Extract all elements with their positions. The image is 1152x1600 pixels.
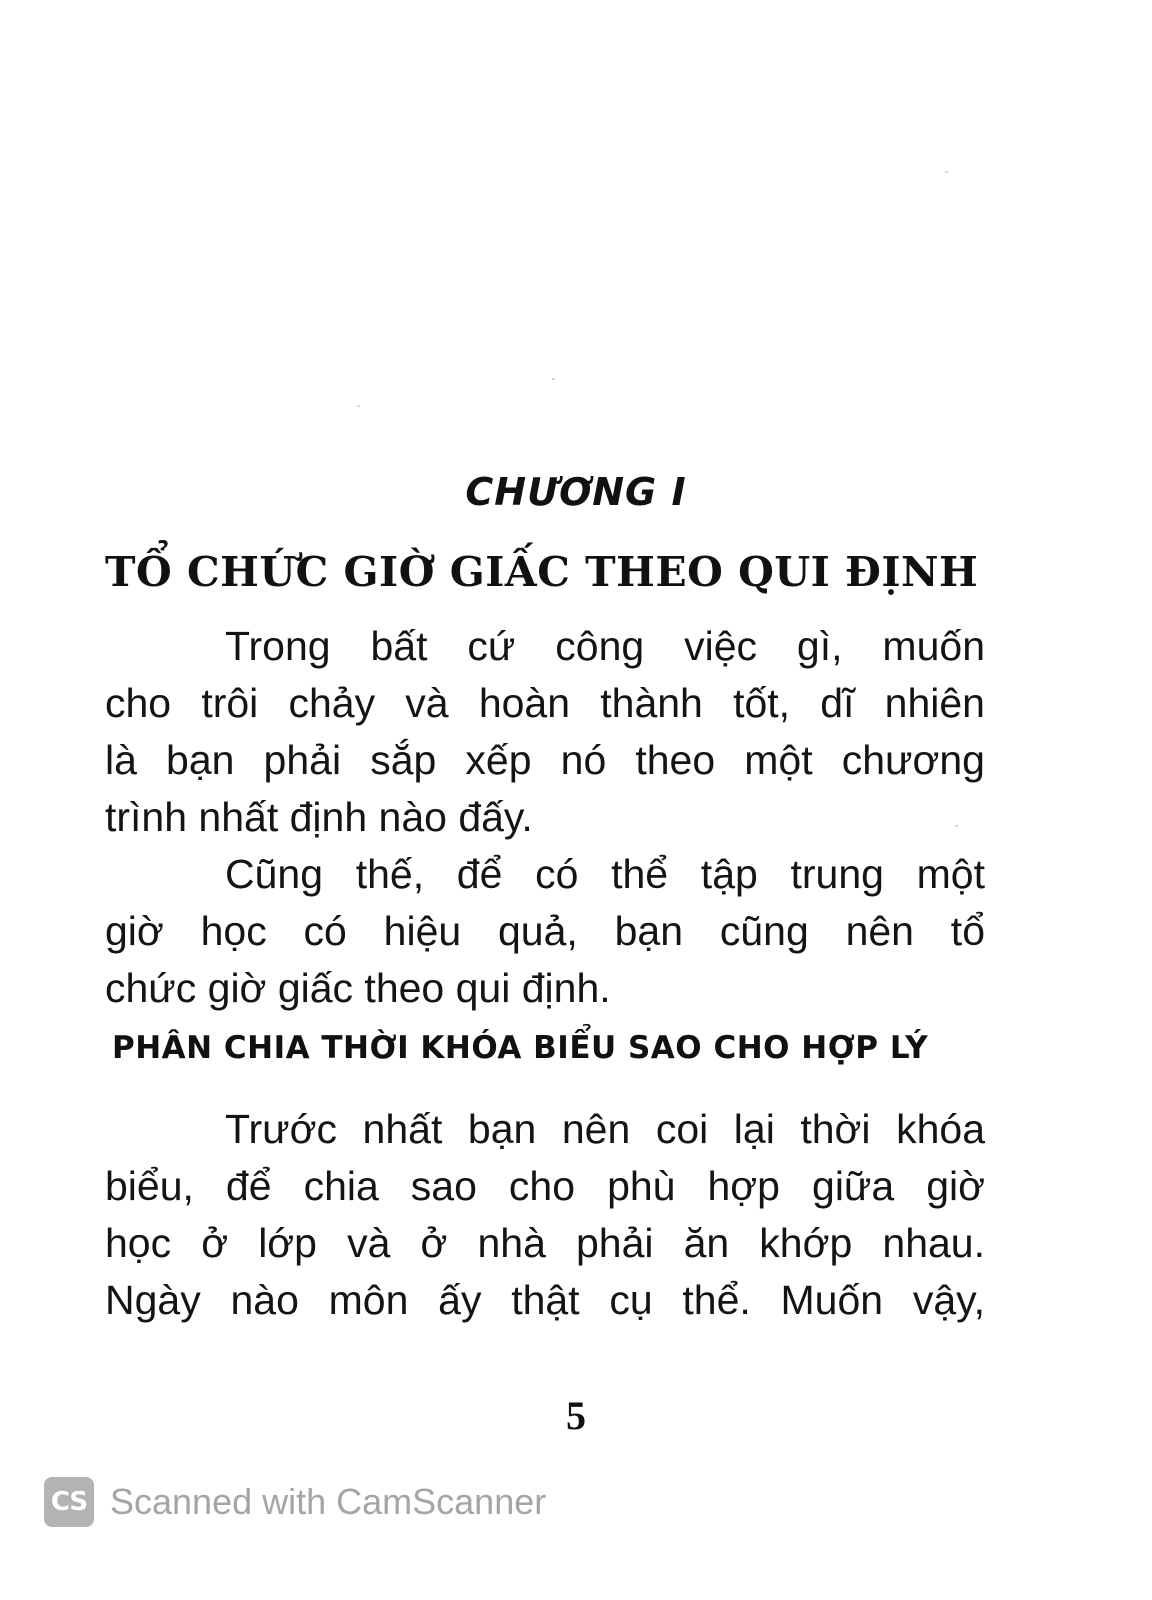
paragraph-line: Cũng thế, để có thể tập trung một [225, 851, 985, 897]
paragraph-line: học ở lớp và ở nhà phải ăn khớp nhau. [105, 1220, 985, 1266]
scan-speck [945, 171, 948, 173]
paragraph-line: trình nhất định nào đấy. [105, 794, 533, 840]
scan-speck [357, 405, 360, 407]
camscanner-logo-icon: CS [44, 1477, 94, 1527]
paragraph-line: chức giờ giấc theo qui định. [105, 965, 611, 1011]
paragraph-2 [105, 846, 985, 1017]
page-number: 5 [566, 1393, 586, 1438]
paragraph-line: Ngày nào môn ấy thật cụ thể. Muốn vậy, [105, 1277, 985, 1323]
paragraph-line: cho trôi chảy và hoàn thành tốt, dĩ nhiên [105, 680, 985, 726]
scan-speck [552, 378, 555, 380]
paragraph-line: Trong bất cứ công việc gì, muốn [225, 623, 985, 669]
section-heading: PHÂN CHIA THỜI KHÓA BIỂU SAO CHO HỢP LÝ [112, 1030, 929, 1066]
camscanner-watermark [44, 1477, 546, 1527]
paragraph-3 [105, 1101, 985, 1329]
chapter-label: CHƯƠNG I [465, 470, 687, 514]
watermark-text: Scanned with CamScanner [110, 1481, 547, 1522]
paragraph-line: biểu, để chia sao cho phù hợp giữa giờ [105, 1163, 985, 1209]
chapter-title: TỔ CHỨC GIỜ GIẤC THEO QUI ĐỊNH [105, 548, 979, 596]
paragraph-line: giờ học có hiệu quả, bạn cũng nên tổ [105, 908, 985, 954]
paragraph-1 [105, 618, 985, 846]
paragraph-line: là bạn phải sắp xếp nó theo một chương [105, 737, 985, 783]
paragraph-line: Trước nhất bạn nên coi lại thời khóa [225, 1106, 985, 1152]
